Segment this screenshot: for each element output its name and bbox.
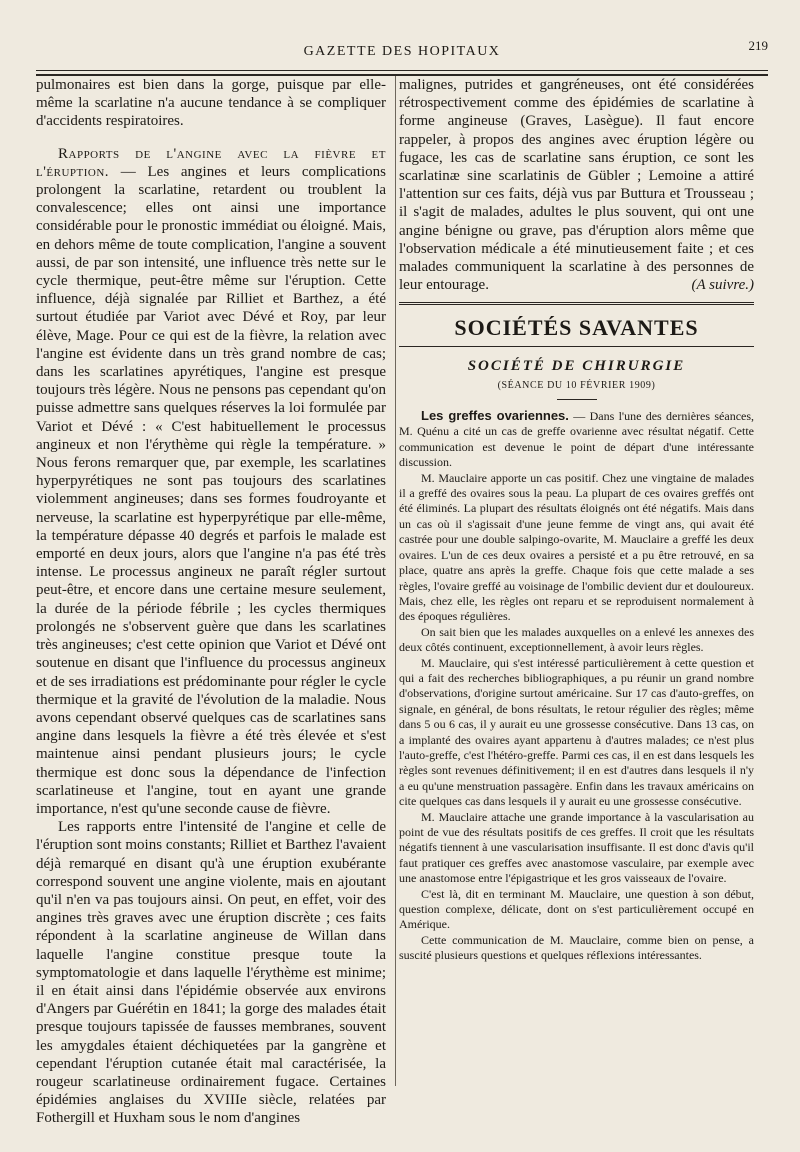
page-header bbox=[36, 38, 768, 64]
paragraph-body: — Les angines et leurs complications prolongent la scarlatine, retardent ou troublent la convalescence; elles ont ainsi une importance considérable pour le pronostic immédiat ou éloigné. Mais, en dehors même de toute complication, l'angine a souvent aussi, de par son intensité, une influence très nette sur le cycle thermique, peut-être même sur l'éruption. Cette influence, déjà signalée par Rilliet et Barthez, a été surtout étudiée par Variot avec Dévé et Roy, par leur élève, Mage. Pour ce qui est de la fièvre, la relation avec l'angine est évidente dans un très grand nombre de cas; dans les scarlatines apyrétiques, l'angine est presque toujours très légère. Nous ne pensons pas cependant qu'on puisse admettre sans quelques réserves la loi formulée par Variot et Dévé : « C'est habituellement le processus angineux et non l'érythème qui règle la température. » Nous ferons remarquer que, par exemple, les scarlatines hyperpyrétiques ne sont pas toujours des scarlatines violemment angineuses; dans ses formes foudroyante et nerveuse, la scarlatine est hyperpyrétique par elle-même, la température dépasse 40 degrés et parfois le malade est emporté en deux jours, alors que l'angine n'a pas été très intense. Le processus angineux ne paraît régler surtout peut-être, et encore dans une certaine mesure seulement, la durée de la période fébrile ; les cycles thermiques prolongés ne s'observent guère que dans les scarlatines très angineuses; c'est cette opinion que Variot et Dévé ont soutenue en disant que l'influence du processus angineux et de ses irradiations est prédominante pour régler le cycle thermique et la gravité de l'évolution de la maladie. Nous avons cependant observé quelques cas de scarlatines sans angine dans lesquels la fièvre a été très élevée et s'est maintenue ainsi pendant plusieurs jours; le cycle thermique est donc sous la dépendance de l'infection scarlatineuse et l'angine, tout en ayant une grande importance, n'est qu'une seconde cause de fièvre. bbox=[36, 163, 387, 817]
section-heading: Rapports de l'angine avec la fièvre et l'éruption. bbox=[36, 145, 386, 180]
article-continuation bbox=[399, 76, 754, 294]
paragraph bbox=[36, 145, 386, 819]
right-column bbox=[399, 76, 754, 964]
paragraph: M. Mauclaire attache une grande importance à la vascularisation au point de vue des résultats positifs de ces greffes. Il croit que les résultats négatifs tiennent à une vascularisation insuffisante. Il est donc d'avis qu'il faut pratiquer ces greffes avec anastomose vasculaire, par exemple avec une anastomose entre l'épigastrique et les gros vaisseaux de l'ovaire. bbox=[399, 809, 754, 886]
society-report bbox=[399, 408, 754, 964]
header-rule bbox=[36, 70, 768, 71]
paragraph: C'est là, dit en terminant M. Mauclaire, une question à son début, question complexe, délicate, dont on s'est particulièrement occupé en Amérique. bbox=[399, 886, 754, 932]
to-be-continued: (A suivre.) bbox=[691, 277, 754, 294]
section-title: SOCIÉTÉS SAVANTES bbox=[454, 315, 699, 341]
column-divider bbox=[395, 76, 396, 1086]
short-rule bbox=[557, 399, 597, 400]
section-rule bbox=[399, 302, 754, 305]
session-date: (SÉANCE DU 10 FÉVRIER 1909) bbox=[497, 379, 656, 391]
left-column bbox=[36, 76, 386, 1128]
report-lead: Les greffes ovariennes. bbox=[421, 408, 569, 424]
paragraph: Les rapports entre l'intensité de l'angine et celle de l'éruption sont moins constants; Rilliet et Barthez l'avaient déjà remarqué en disant qu'à une éruption exubérante correspond souvent une angine violente, mais en ajoutant qu'il n'en va pas toujours ainsi. On peut, en effet, voir des angines très graves avec une éruption discrète ; ces faits répondent à la scarlatine angineuse de Willan dans laquelle l'angine constitue presque toute la symptomatologie et dans laquelle l'érythème est minime; il en était ainsi dans l'épidémie observée aux environs d'Angers par Guérétin en 1841; la gorge des malades était presque toujours tapissée de fausses membranes, souvent les amygdales étaient déchiquetées par la gangrène et cependant l'éruption cutanée était mal caractérisée, la rougeur scarlatineuse ordinairement fugace. Certaines épidémies anglaises du XVIIIe siècle, relatées par Fothergill et Huxham sous le nom d'angines bbox=[36, 819, 386, 1127]
paragraph: malignes, putrides et gangréneuses, ont été considérées rétrospectivement comme des épidémies de scarlatine à forme angineuse (Graves, Lasègue). Il faut encore rappeler, à propos des angines avec éruption légère ou fugace, les cas de scarlatine sans éruption, ce sont les scarlatinæ sine scarlatinis de Gübler ; Lemoine a attiré l'attention sur ces faits, déjà vus par Buttura et Trousseau ; il s'agit de malades, adultes le plus souvent, qui ont une angine bénigne ou grave, pas d'éruption alors même que l'observation médicale a été minutieusement faite ; et ces malades communiquent la scarlatine à des personnes de leur entourage. (A suivre.) bbox=[399, 77, 754, 294]
paragraph: M. Mauclaire, qui s'est intéressé particulièrement à cette question et qui a fait des recherches bibliographiques, a pu réunir un grand nombre d'observations, d'origine surtout américaine. Sur 17 cas d'auto-greffes, on signale, en général, de bons résultats, le retour régulier des règles; même dans 5 ou 6 cas, il y aurait eu une grossesse consécutive. Dans 13 cas, on a implanté des ovaires ayant appartenu à d'autres malades; ce n'est plus l'auto-greffe, c'est l'hétéro-greffe. Parmi ces cas, il en est dans lesquels les règles sont revenues définitivement; il en est d'autres dans lesquels il n'y a eu qu'une menstruation passagère. Enfin dans les travaux américains on cite quelques cas dans lesquels il y aurait eu une grossesse consécutive. bbox=[399, 655, 754, 809]
page-number: 219 bbox=[748, 38, 768, 53]
paragraph: Cette communication de M. Mauclaire, comme bien on pense, a suscité plusieurs questions et quelques réflexions intéressantes. bbox=[399, 932, 754, 963]
paragraph: Les greffes ovariennes. — Dans l'une des dernières séances, M. Quénu a cité un cas de greffe ovarienne avec résultat négatif. Cette communication est devenue le point de départ d'une intéressante discussion. bbox=[399, 408, 755, 470]
section-rule-thin bbox=[399, 346, 754, 347]
society-name: SOCIÉTÉ DE CHIRURGIE bbox=[467, 357, 686, 374]
paragraph: On sait bien que les malades auxquelles on a enlevé les annexes des deux côtés continuent, exceptionnellement, à avoir leurs règles. bbox=[399, 624, 754, 655]
publication-title: GAZETTE DES HOPITAUX bbox=[303, 44, 501, 59]
paragraph: pulmonaires est bien dans la gorge, puisque par elle-même la scarlatine n'a aucune tendance à se compliquer d'accidents respiratoires. bbox=[36, 77, 386, 130]
paragraph: M. Mauclaire apporte un cas positif. Chez une vingtaine de malades il a greffé des ovaires sous la peau. La plupart de ces ovaires greffés ont été éliminés. La plupart des résultats éloignés ont été négatifs. Mais dans un cas où il s'agissait d'une jeune femme de vingt ans, qui avait été castrée pour une double salpingo-ovarite, M. Mauclaire a greffé les deux ovaires. L'un de ces deux ovaires a persisté et a pu être retrouvé, en sa place, quatre ans après la greffe. Chaque fois que cette malade a ses règles, l'ovaire greffé au voisinage de l'ombilic devient dur et douloureux. Mais, chez elle, les règles ont reparu et se reproduisent normalement à des époques régulières. bbox=[399, 470, 754, 624]
